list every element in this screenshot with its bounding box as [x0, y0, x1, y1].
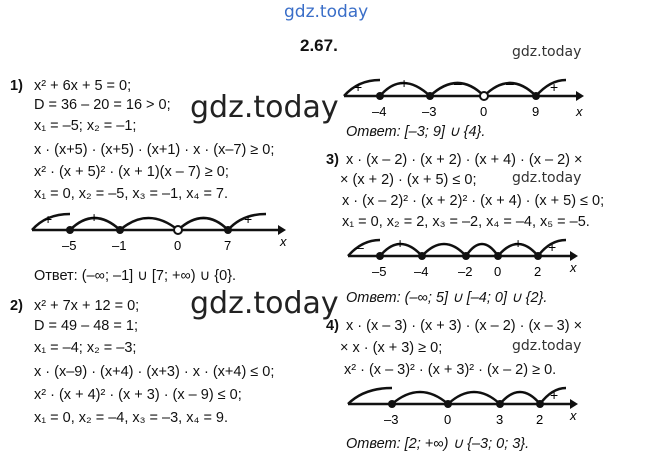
p2-answer: Ответ: [–3; 9] ∪ {4}.	[346, 124, 486, 140]
p2-sign-1: +	[354, 79, 363, 95]
watermark-large-2: gdz.today	[190, 286, 339, 321]
p2-tick-1: –4	[372, 104, 387, 119]
p3-line-4: x₁ = 0, x₂ = 2, x₃ = –2, x₄ = –4, x₅ = –5.	[342, 214, 590, 230]
p1-tick-1: –5	[62, 238, 77, 253]
p2-axis-label: x	[576, 104, 583, 119]
p4-tick-4: 2	[536, 412, 544, 427]
p3-tick-3: –2	[458, 264, 473, 279]
p2-line-4: x · (x–9) · (x+4) · (x+3) · x · (x+4) ≤ 0;	[34, 364, 275, 380]
p4-sign-4: +	[550, 387, 559, 403]
p3-label: 3)	[326, 152, 339, 168]
p4-axis-label: x	[570, 408, 577, 423]
p3-sign-4: –	[478, 235, 486, 251]
p4-tick-3: 3	[496, 412, 504, 427]
p4-line-2: × x · (x + 3) ≥ 0;	[340, 340, 443, 356]
p3-line-1: x · (x – 2) · (x + 2) · (x + 4) · (x – 2) ×	[346, 152, 583, 168]
p3-sign-2: +	[396, 235, 405, 251]
p4-answer: Ответ: [2; +∞) ∪ {–3; 0; 3}.	[346, 436, 530, 452]
p2-sign-2: +	[400, 75, 409, 91]
p2-sign-3: –	[454, 75, 462, 91]
problem-number: 2.67.	[300, 36, 338, 55]
watermark-large-1: gdz.today	[190, 90, 339, 125]
p2-tick-2: –3	[422, 104, 437, 119]
p1-line-2: D = 36 – 20 = 16 > 0;	[34, 97, 171, 113]
p3-tick-4: 0	[494, 264, 502, 279]
p3-line-2: × (x + 2) · (x + 5) ≤ 0;	[340, 172, 477, 188]
p3-sign-5: +	[514, 235, 523, 251]
p2-tick-4: 9	[532, 104, 540, 119]
p1-label: 1)	[10, 78, 23, 94]
p3-tick-2: –4	[414, 264, 429, 279]
p1-line-5: x² · (x + 5)² · (x + 1)(x – 7) ≥ 0;	[34, 164, 229, 180]
p2-sign-4: –	[506, 75, 514, 91]
p2-line-6: x₁ = 0, x₂ = –4, x₃ = –3, x₄ = 9.	[34, 410, 229, 426]
p4-line-3: x² · (x – 3)² · (x + 3)² · (x – 2) ≥ 0.	[344, 362, 557, 378]
p4-line-1: x · (x – 3) · (x + 3) · (x – 2) · (x – 3) ×	[346, 318, 583, 334]
watermark-small-2: gdz.today	[512, 170, 582, 186]
p3-number-line	[344, 228, 594, 282]
p3-answer: Ответ: (–∞; 5] ∪ [–4; 0] ∪ {2}.	[346, 290, 548, 306]
p4-number-line	[344, 376, 594, 430]
p1-axis-label: x	[280, 234, 287, 249]
p1-line-4: x · (x+5) · (x+5) · (x+1) · x · (x–7) ≥ 0;	[34, 142, 275, 158]
p2-sign-5: +	[550, 79, 559, 95]
p1-tick-4: 7	[224, 238, 232, 253]
p4-sign-1: –	[416, 383, 424, 399]
p3-line-3: x · (x – 2)² · (x + 2)² · (x + 4) · (x + 5) ≤ 0;	[342, 193, 605, 209]
p1-line-6: x₁ = 0, x₂ = –5, x₃ = –1, x₄ = 7.	[34, 186, 229, 202]
p3-sign-3: –	[440, 235, 448, 251]
p1-answer: Ответ: (–∞; –1] ∪ [7; +∞) ∪ {0}.	[34, 268, 237, 284]
watermark-small-3: gdz.today	[512, 338, 582, 354]
p2-line-3: x₁ = –4; x₂ = –3;	[34, 340, 137, 356]
p2-line-2: D = 49 – 48 = 1;	[34, 318, 138, 334]
p1-tick-3: 0	[174, 238, 182, 253]
p3-tick-1: –5	[372, 264, 387, 279]
p4-sign-3: –	[516, 383, 524, 399]
p3-sign-1: –	[356, 239, 364, 255]
p2-line-1: x² + 7x + 12 = 0;	[34, 298, 140, 314]
p1-sign-5: +	[244, 211, 253, 227]
p4-tick-2: 0	[444, 412, 452, 427]
p1-line-1: x² + 6x + 5 = 0;	[34, 78, 132, 94]
p2-line-5: x² · (x + 4)² · (x + 3) · (x – 9) ≤ 0;	[34, 387, 242, 403]
p1-sign-3: –	[144, 209, 152, 225]
p2-label: 2)	[10, 298, 23, 314]
p4-sign-2: –	[470, 383, 478, 399]
p3-sign-6: +	[548, 239, 557, 255]
p1-sign-1: +	[44, 211, 53, 227]
p1-number-line	[28, 200, 288, 260]
p1-line-3: x₁ = –5; x₂ = –1;	[34, 118, 137, 134]
p1-sign-2: +	[90, 209, 99, 225]
p2-number-line	[340, 66, 600, 120]
p2-tick-3: 0	[480, 104, 488, 119]
p3-axis-label: x	[570, 260, 577, 275]
p1-sign-4: –	[198, 209, 206, 225]
watermark-top: gdz.today	[284, 2, 369, 22]
p3-tick-5: 2	[534, 264, 542, 279]
p1-tick-2: –1	[112, 238, 127, 253]
p4-tick-1: –3	[384, 412, 399, 427]
watermark-small-1: gdz.today	[512, 44, 582, 60]
p4-label: 4)	[326, 318, 339, 334]
